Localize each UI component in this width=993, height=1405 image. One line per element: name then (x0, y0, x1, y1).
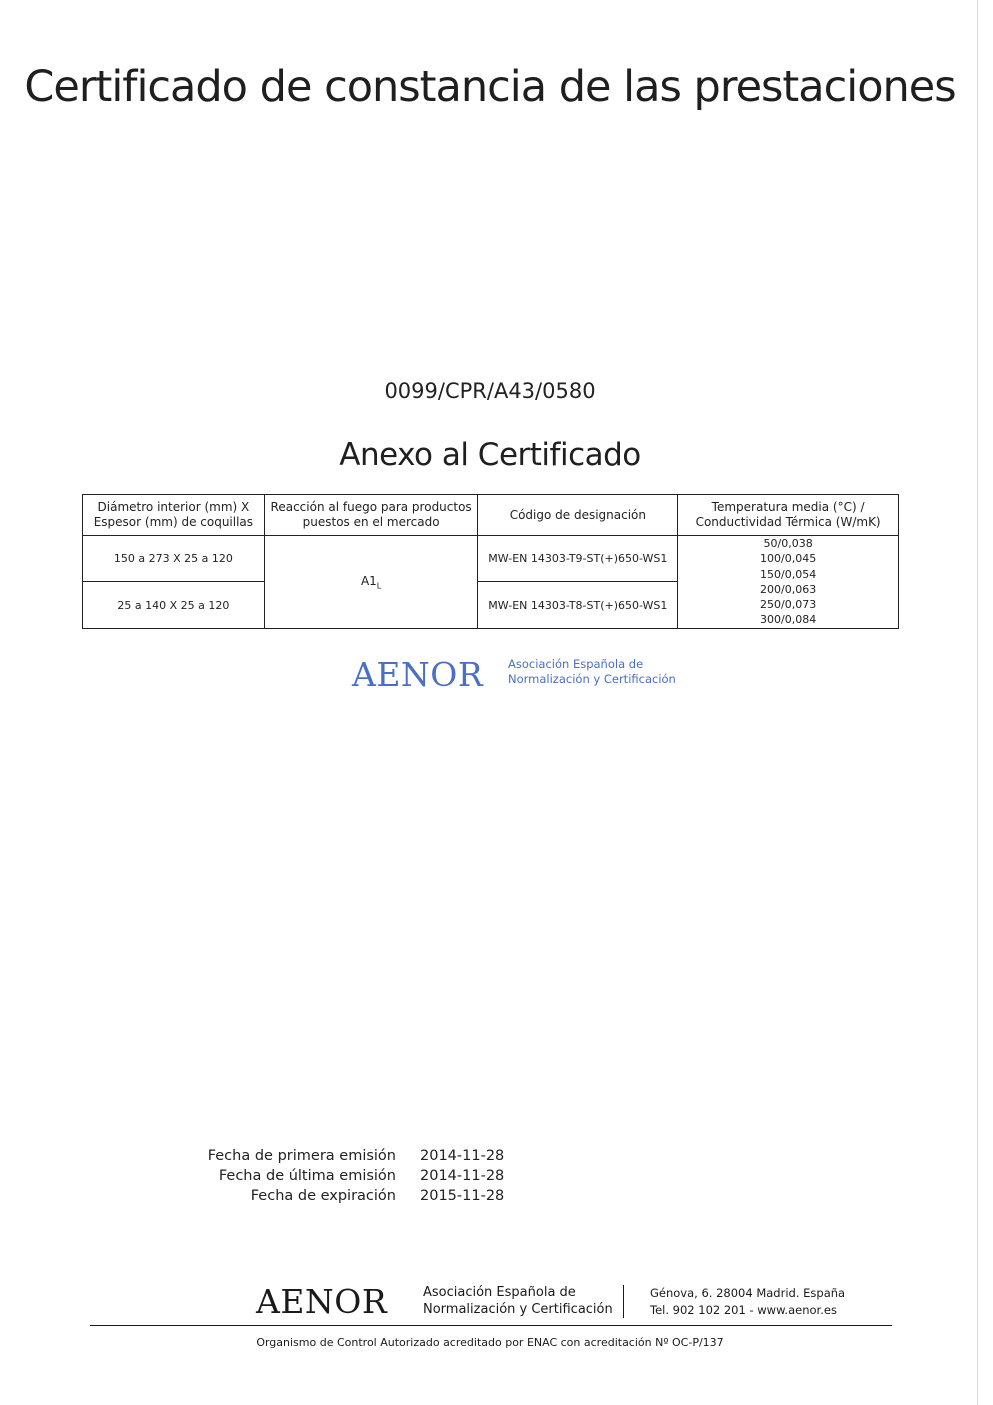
footer-organism-text: Organismo de Control Autorizado acreditado por ENAC con acreditación Nº OC-P/137 (256, 1336, 724, 1349)
date-value: 2014-11-28 (420, 1148, 505, 1164)
temperature-value: 150/0,054 (760, 567, 817, 581)
footer-aenor-logo: AENOR (256, 1282, 388, 1321)
date-label: Fecha de última emisión (218, 1168, 396, 1184)
date-row-first-issue (200, 1146, 520, 1166)
temperature-value: 300/0,084 (760, 613, 817, 627)
footer-assoc-text: Asociación Española de Normalización y Certificación (423, 1285, 613, 1317)
header-designation: Código de designación (478, 495, 678, 536)
date-value: 2014-11-28 (420, 1168, 505, 1184)
annex-table (82, 494, 899, 629)
temperature-value: 200/0,063 (760, 582, 817, 596)
row-dimensions: 25 a 140 X 25 a 120 (83, 582, 265, 628)
temperature-value: 50/0,038 (763, 537, 813, 550)
annex-title: Anexo al Certificado (339, 437, 641, 473)
temperature-value: 250/0,073 (760, 598, 817, 612)
date-row-last-issue (200, 1166, 520, 1186)
header-fire-reaction: Reacción al fuego para productos puestos en el mercado (264, 495, 478, 536)
row-designation: MW-EN 14303-T8-ST(+)650-WS1 (478, 582, 678, 628)
header-diameter: Diámetro interior (mm) X Espesor (mm) de coquillas (83, 495, 265, 536)
table-row (83, 536, 899, 582)
fire-reaction-cell: $A1_L$ (264, 536, 478, 629)
footer-rule (90, 1325, 892, 1326)
dates-block (200, 1146, 520, 1206)
aenor-assoc-text: Asociación Española de Normalización y Certificación (508, 657, 676, 686)
certificate-number: 0099/CPR/A43/0580 (384, 379, 596, 403)
date-label: Fecha de expiración (250, 1188, 396, 1204)
date-value: 2015-11-28 (420, 1188, 505, 1204)
header-temperature: Temperatura media (°C) / Conductividad Térmica (W/mK) (678, 495, 899, 536)
row-dimensions: 150 a 273 X 25 a 120 (83, 536, 265, 582)
footer-separator (623, 1285, 624, 1318)
date-label: Fecha de primera emisión (207, 1148, 396, 1164)
temperature-value: 100/0,045 (760, 552, 817, 566)
page-edge-line (977, 0, 978, 1405)
date-row-expiration (200, 1186, 520, 1206)
document-title: Certificado de constancia de las prestaciones (24, 62, 956, 112)
aenor-logo-word: AENOR (352, 655, 484, 694)
row-designation: MW-EN 14303-T9-ST(+)650-WS1 (478, 536, 678, 582)
table-header-row (83, 495, 899, 536)
temperature-cell (678, 536, 899, 629)
footer-address: Génova, 6. 28004 Madrid. España Tel. 902 102 201 - www.aenor.es (650, 1286, 846, 1317)
